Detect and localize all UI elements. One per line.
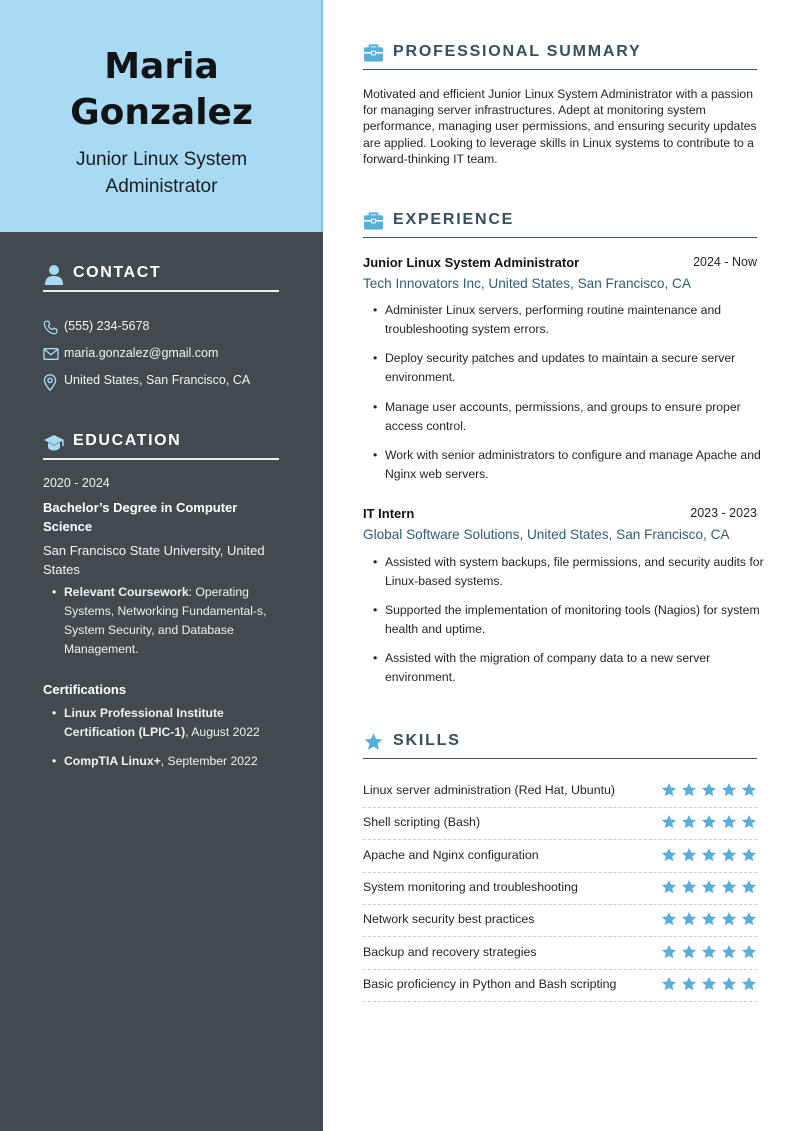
job-bullet: • Supported the implementation of monitoring tools (Nagios) for system health and uptime.	[385, 601, 770, 639]
candidate-job-title: Junior Linux System Administrator	[75, 149, 248, 197]
star-icon	[681, 879, 697, 895]
star-icon	[681, 814, 697, 830]
skill-name: Linux server administration (Red Hat, Ubuntu)	[363, 783, 616, 797]
star-icon	[701, 782, 717, 798]
summary-heading-label: PROFESSIONAL SUMMARY	[393, 43, 642, 60]
certification-item	[64, 752, 279, 771]
coursework-text: : Operating Systems, Networking Fundamental-s, System Security, and Database Management.	[64, 585, 267, 656]
contact-heading	[43, 262, 279, 292]
summary-heading	[363, 42, 757, 70]
star-icon	[721, 944, 737, 960]
star-icon	[681, 847, 697, 863]
graduation-cap-icon	[43, 432, 65, 454]
skill-rating	[657, 944, 757, 960]
skill-row	[363, 873, 757, 905]
star-icon	[661, 911, 677, 927]
star-icon	[721, 782, 737, 798]
experience-heading-label: EXPERIENCE	[393, 211, 515, 228]
envelope-icon	[43, 347, 59, 361]
star-icon	[661, 847, 677, 863]
sidebar	[0, 0, 323, 1131]
star-icon	[741, 847, 757, 863]
star-icon	[721, 814, 737, 830]
candidate-name: Maria Gonzalez	[70, 46, 253, 133]
skill-row	[363, 970, 757, 1002]
job-dates: 2023 - 2023	[690, 506, 757, 520]
star-icon	[721, 879, 737, 895]
certifications-heading: Certifications	[43, 682, 127, 697]
certification-name: Linux Professional Institute Certification (LPIC-1)	[64, 706, 224, 739]
star-icon	[701, 976, 717, 992]
star-icon	[681, 782, 697, 798]
job-bullet: • Deploy security patches and updates to maintain a secure server environment.	[385, 349, 770, 387]
star-icon	[701, 944, 717, 960]
star-icon	[701, 879, 717, 895]
map-pin-icon	[43, 374, 57, 391]
education-dates: 2020 - 2024	[43, 476, 110, 490]
skill-rating	[657, 976, 757, 992]
star-icon	[721, 976, 737, 992]
star-icon	[741, 976, 757, 992]
education-degree: Bachelor’s Degree in Computer Science	[43, 500, 238, 534]
experience-heading	[363, 210, 757, 238]
skills-heading-label: SKILLS	[393, 732, 461, 749]
education-heading-label: EDUCATION	[73, 432, 182, 449]
education-coursework	[64, 583, 279, 659]
star-icon	[661, 879, 677, 895]
job-bullet: • Administer Linux servers, performing routine maintenance and troubleshooting system errors.	[385, 301, 770, 339]
skill-name: Backup and recovery strategies	[363, 944, 537, 959]
skill-rating	[657, 847, 757, 863]
star-icon	[701, 847, 717, 863]
skills-heading	[363, 731, 757, 759]
skill-rating	[657, 879, 757, 895]
contact-heading-label: CONTACT	[73, 264, 162, 281]
star-icon	[741, 879, 757, 895]
job-title: IT Intern	[363, 506, 415, 521]
skill-rating	[657, 782, 757, 798]
skill-row	[363, 938, 757, 970]
star-icon	[661, 814, 677, 830]
briefcase-icon	[363, 211, 384, 231]
star-icon	[741, 911, 757, 927]
star-icon	[661, 944, 677, 960]
skill-name: Apache and Nginx configuration	[363, 847, 539, 862]
certification-item	[64, 704, 279, 742]
education-heading	[43, 430, 279, 460]
skill-name: System monitoring and troubleshooting	[363, 879, 578, 894]
person-icon	[44, 264, 64, 286]
star-icon	[681, 911, 697, 927]
job-title: Junior Linux System Administrator	[363, 255, 580, 270]
certification-date: , September 2022	[160, 754, 258, 768]
skill-name: Shell scripting (Bash)	[363, 815, 481, 830]
star-icon	[363, 732, 384, 752]
phone-icon	[43, 320, 58, 335]
job-company: Global Software Solutions, United States, San Francisco, CA	[363, 527, 730, 542]
star-icon	[681, 944, 697, 960]
skill-row	[363, 776, 757, 808]
contact-email[interactable]: maria.gonzalez@gmail.com	[64, 346, 219, 360]
skill-row	[363, 808, 757, 840]
briefcase-icon	[363, 43, 384, 63]
education-school: San Francisco State University, United States	[43, 543, 265, 577]
header-block	[0, 0, 323, 232]
star-icon	[741, 944, 757, 960]
star-icon	[721, 911, 737, 927]
contact-email-row	[43, 345, 303, 365]
job-bullet: • Work with senior administrators to configure and manage Apache and Nginx web servers.	[385, 446, 770, 484]
star-icon	[701, 814, 717, 830]
contact-location: United States, San Francisco, CA	[64, 373, 251, 387]
star-icon	[681, 976, 697, 992]
skill-name: Network security best practices	[363, 912, 535, 927]
star-icon	[661, 782, 677, 798]
skill-name: Basic proficiency in Python and Bash scripting	[363, 976, 617, 991]
summary-text: Motivated and efficient Junior Linux System Administrator with a passion for managing server infrastructures. Adept at monitoring system performance, managing user permissions, and ensuring security updates are applied. Looking to leverage skills in Linux systems to contribute to a forward-thinking IT team.	[363, 87, 757, 166]
certification-date: , August 2022	[185, 725, 260, 739]
skill-row	[363, 905, 757, 937]
star-icon	[741, 814, 757, 830]
job-bullet: • Manage user accounts, permissions, and groups to ensure proper access control.	[385, 398, 770, 436]
coursework-label: Relevant Coursework	[64, 585, 189, 599]
star-icon	[661, 976, 677, 992]
skill-rating	[657, 814, 757, 830]
contact-location-row	[43, 372, 303, 392]
job-company: Tech Innovators Inc, United States, San Francisco, CA	[363, 276, 691, 291]
star-icon	[701, 911, 717, 927]
job-dates: 2024 - Now	[693, 255, 757, 269]
contact-phone[interactable]: (555) 234-5678	[64, 319, 150, 333]
certification-name: CompTIA Linux+	[64, 754, 161, 768]
job-bullet: • Assisted with system backups, file permissions, and security audits for Linux-based systems.	[385, 553, 770, 591]
contact-phone-row	[43, 318, 303, 338]
star-icon	[721, 847, 737, 863]
skill-row	[363, 841, 757, 873]
job-bullet: • Assisted with the migration of company data to a new server environment.	[385, 649, 770, 687]
star-icon	[741, 782, 757, 798]
skill-rating	[657, 911, 757, 927]
